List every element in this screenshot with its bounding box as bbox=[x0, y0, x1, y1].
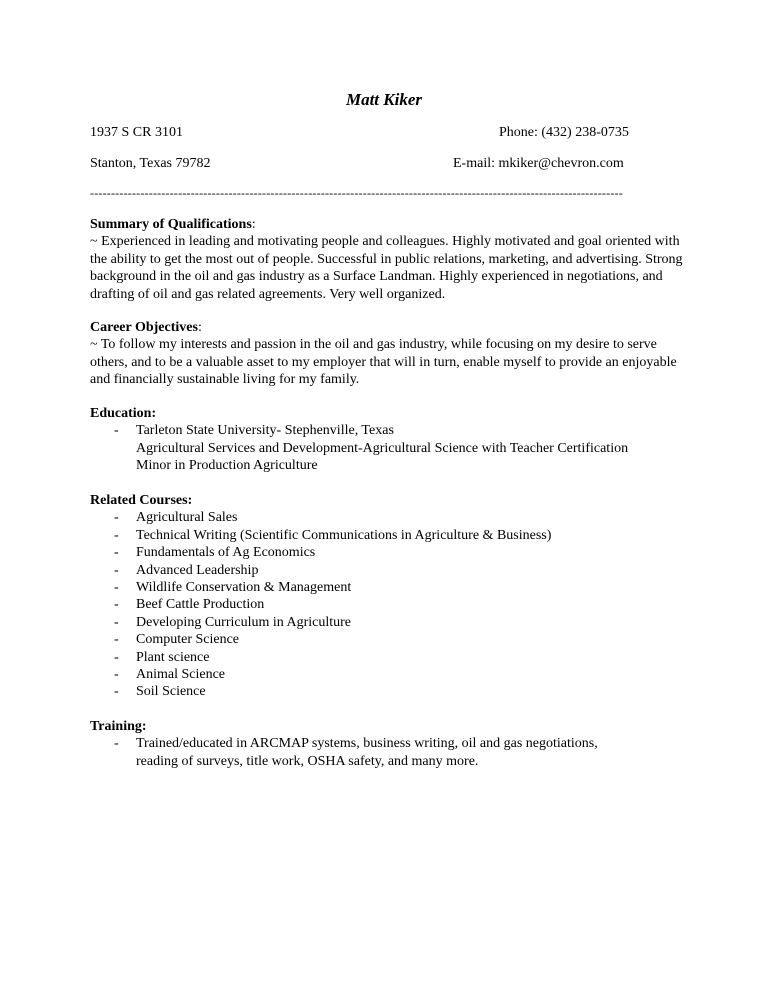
list-item bbox=[90, 614, 690, 631]
summary-heading: Summary of Qualifications bbox=[90, 217, 252, 232]
course-label: Developing Curriculum in Agriculture bbox=[136, 614, 352, 630]
training-heading: Training: bbox=[90, 719, 147, 734]
separator-line: ------------------------------------------------------------------------------------------------------------------------------- bbox=[90, 187, 623, 199]
education-minor: Minor in Production Agriculture bbox=[136, 458, 318, 474]
objectives-heading: Career Objectives bbox=[90, 320, 198, 335]
city-state-zip: Stanton, Texas 79782 bbox=[90, 156, 211, 171]
list-dash: - bbox=[114, 580, 119, 596]
list-item bbox=[90, 509, 690, 526]
email-address: E-mail: mkiker@chevron.com bbox=[453, 156, 624, 171]
course-label: Computer Science bbox=[136, 632, 240, 648]
course-label: Wildlife Conservation & Management bbox=[136, 580, 352, 596]
course-label: Agricultural Sales bbox=[136, 510, 238, 526]
training-section bbox=[90, 718, 690, 770]
courses-section bbox=[90, 492, 690, 701]
course-label: Advanced Leadership bbox=[136, 562, 259, 578]
list-dash: - bbox=[114, 614, 119, 630]
course-label: Fundamentals of Ag Economics bbox=[136, 545, 316, 561]
resume-name: Matt Kiker bbox=[345, 90, 423, 109]
list-item bbox=[90, 579, 690, 596]
courses-list bbox=[90, 509, 690, 700]
list-item bbox=[90, 544, 690, 561]
education-item bbox=[90, 422, 690, 439]
course-label: Animal Science bbox=[136, 667, 226, 683]
education-heading: Education: bbox=[90, 406, 157, 421]
course-label: Plant science bbox=[136, 649, 210, 665]
list-dash: - bbox=[114, 545, 119, 561]
list-item bbox=[90, 649, 690, 666]
training-item bbox=[90, 735, 690, 752]
list-dash: - bbox=[114, 736, 119, 752]
course-label: Soil Science bbox=[136, 684, 206, 700]
list-item bbox=[90, 527, 690, 544]
list-dash: - bbox=[114, 527, 119, 543]
education-section bbox=[90, 405, 690, 475]
list-dash: - bbox=[114, 649, 119, 665]
course-label: Beef Cattle Production bbox=[136, 597, 265, 613]
list-dash: - bbox=[114, 667, 119, 683]
list-item bbox=[90, 683, 690, 700]
objectives-section bbox=[90, 319, 690, 389]
list-item bbox=[90, 596, 690, 613]
list-dash: - bbox=[114, 597, 119, 613]
list-dash: - bbox=[114, 423, 119, 439]
training-line-2: reading of surveys, title work, OSHA safety, and many more. bbox=[136, 753, 479, 769]
phone-number: Phone: (432) 238-0735 bbox=[499, 125, 629, 140]
list-item bbox=[90, 666, 690, 683]
list-item bbox=[90, 631, 690, 648]
list-dash: - bbox=[114, 684, 119, 700]
training-line-1: Trained/educated in ARCMAP systems, business writing, oil and gas negotiations, bbox=[136, 736, 598, 752]
summary-section bbox=[90, 216, 690, 303]
objectives-text: ~ To follow my interests and passion in the oil and gas industry, while focusing on my desire to serve others, and to be a valuable asset to my employer that will in turn, enable myself to provide an enjoyable and financially sustainable living for my family. bbox=[90, 337, 677, 388]
education-degree: Agricultural Services and Development-Agricultural Science with Teacher Certification bbox=[136, 440, 629, 456]
summary-colon: : bbox=[251, 217, 256, 232]
list-item bbox=[90, 562, 690, 579]
list-dash: - bbox=[114, 632, 119, 648]
summary-text: ~ Experienced in leading and motivating people and colleagues. Highly motivated and goal oriented with the ability to get the most out of people. Successful in public relations, marketing, and advertising. Strong background in the oil and gas industry as a Surface Landman. Highly experienced in negotiations, and drafting of oil and gas related agreements. Very well organized. bbox=[90, 234, 683, 302]
course-label: Technical Writing (Scientific Communications in Agriculture & Business) bbox=[136, 527, 552, 543]
street-address: 1937 S CR 3101 bbox=[90, 125, 183, 140]
list-dash: - bbox=[114, 562, 119, 578]
list-dash: - bbox=[114, 510, 119, 526]
objectives-colon: : bbox=[197, 320, 202, 335]
education-school: Tarleton State University- Stephenville, Texas bbox=[136, 423, 394, 439]
courses-heading: Related Courses: bbox=[90, 493, 193, 508]
